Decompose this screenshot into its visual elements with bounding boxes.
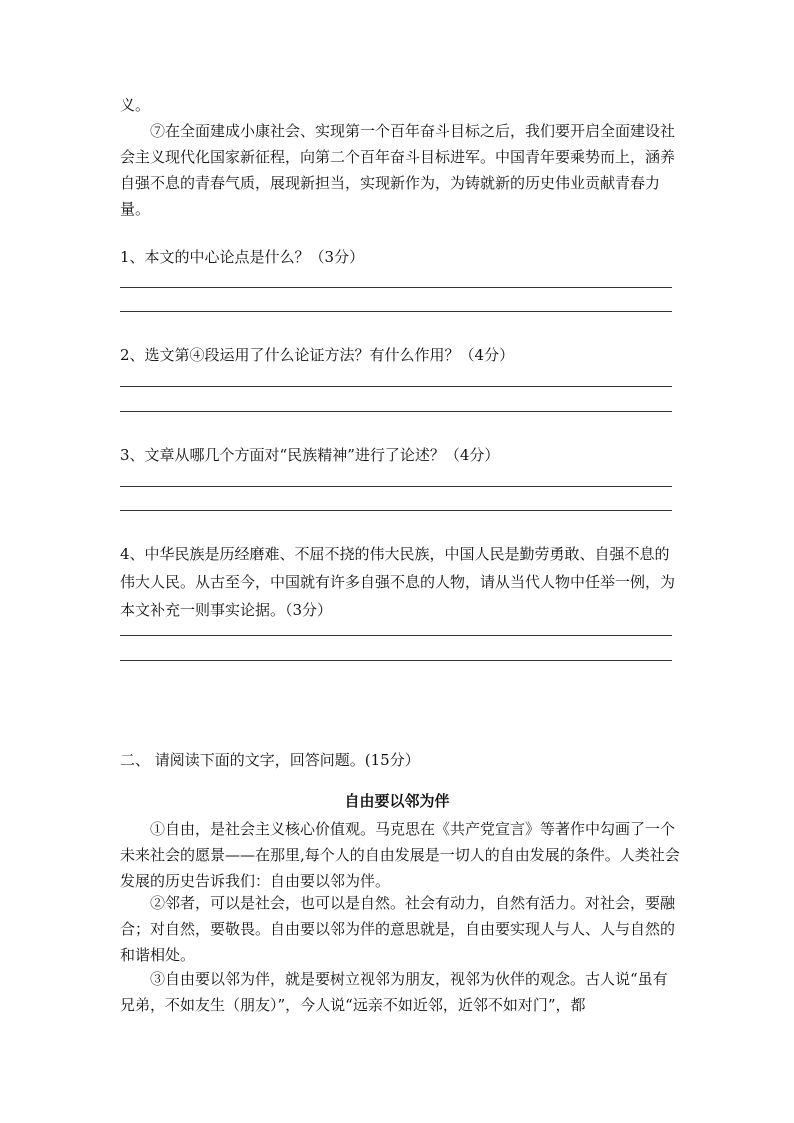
paragraph-7: ⑦在全面建成小康社会、实现第一个百年奋斗目标之后，我们要开启全面建设社会主义现代化国家新征程，向第二个百年奋斗目标进军。中国青年要乘势而上，涵养自强不息的青春气质，展现新担当，实现新作为，为铸就新的历史伟业贡献青春力量。 [120, 122, 676, 218]
answer-line[interactable] [120, 411, 672, 412]
answer-line[interactable] [120, 660, 672, 661]
section-2-heading: 二、 请阅读下面的文字，回答问题。(15分） [120, 751, 420, 769]
previous-passage-tail: 义。 [120, 96, 151, 114]
question-4: 4、中华民族是历经磨难、不屈不挠的伟大民族，中国人民是勤劳勇敢、自强不息的伟大人民。从古至今，中国就有许多自强不息的人物，请从当代人物中任举一例，为本文补充一则事实论据。（3分） [120, 545, 676, 619]
answer-line[interactable] [120, 486, 672, 487]
answer-line[interactable] [120, 510, 672, 511]
answer-line[interactable] [120, 386, 672, 387]
article-title: 自由要以邻为伴 [344, 792, 450, 810]
answer-line[interactable] [120, 311, 672, 312]
question-3: 3、文章从哪几个方面对“民族精神”进行了论述？（4分） [120, 446, 500, 464]
question-1: 1、本文的中心论点是什么？（3分） [120, 248, 365, 266]
answer-line[interactable] [120, 287, 672, 288]
article-paragraph-1: ①自由，是社会主义核心价值观。马克思在《共产党宣言》等著作中勾画了一个未来社会的愿景——在那里,每个人的自由发展是一切人的自由发展的条件。人类社会发展的历史告诉我们：自由要以邻为伴。 [120, 820, 680, 890]
article-paragraph-3: ③自由要以邻为伴，就是要树立视邻为朋友，视邻为伙伴的观念。古人说“虽有兄弟，不如友生（朋友）”，今人说“远亲不如近邻，近邻不如对门”，都 [120, 970, 668, 1014]
question-2: 2、选文第④段运用了什么论证方法？有什么作用？（4分） [120, 346, 515, 364]
article-paragraph-2: ②邻者，可以是社会，也可以是自然。社会有动力，自然有活力。对社会，要融合；对自然，要敬畏。自由要以邻为伴的意思就是，自由要实现人与人、人与自然的和谐相处。 [120, 894, 676, 964]
answer-line[interactable] [120, 635, 672, 636]
